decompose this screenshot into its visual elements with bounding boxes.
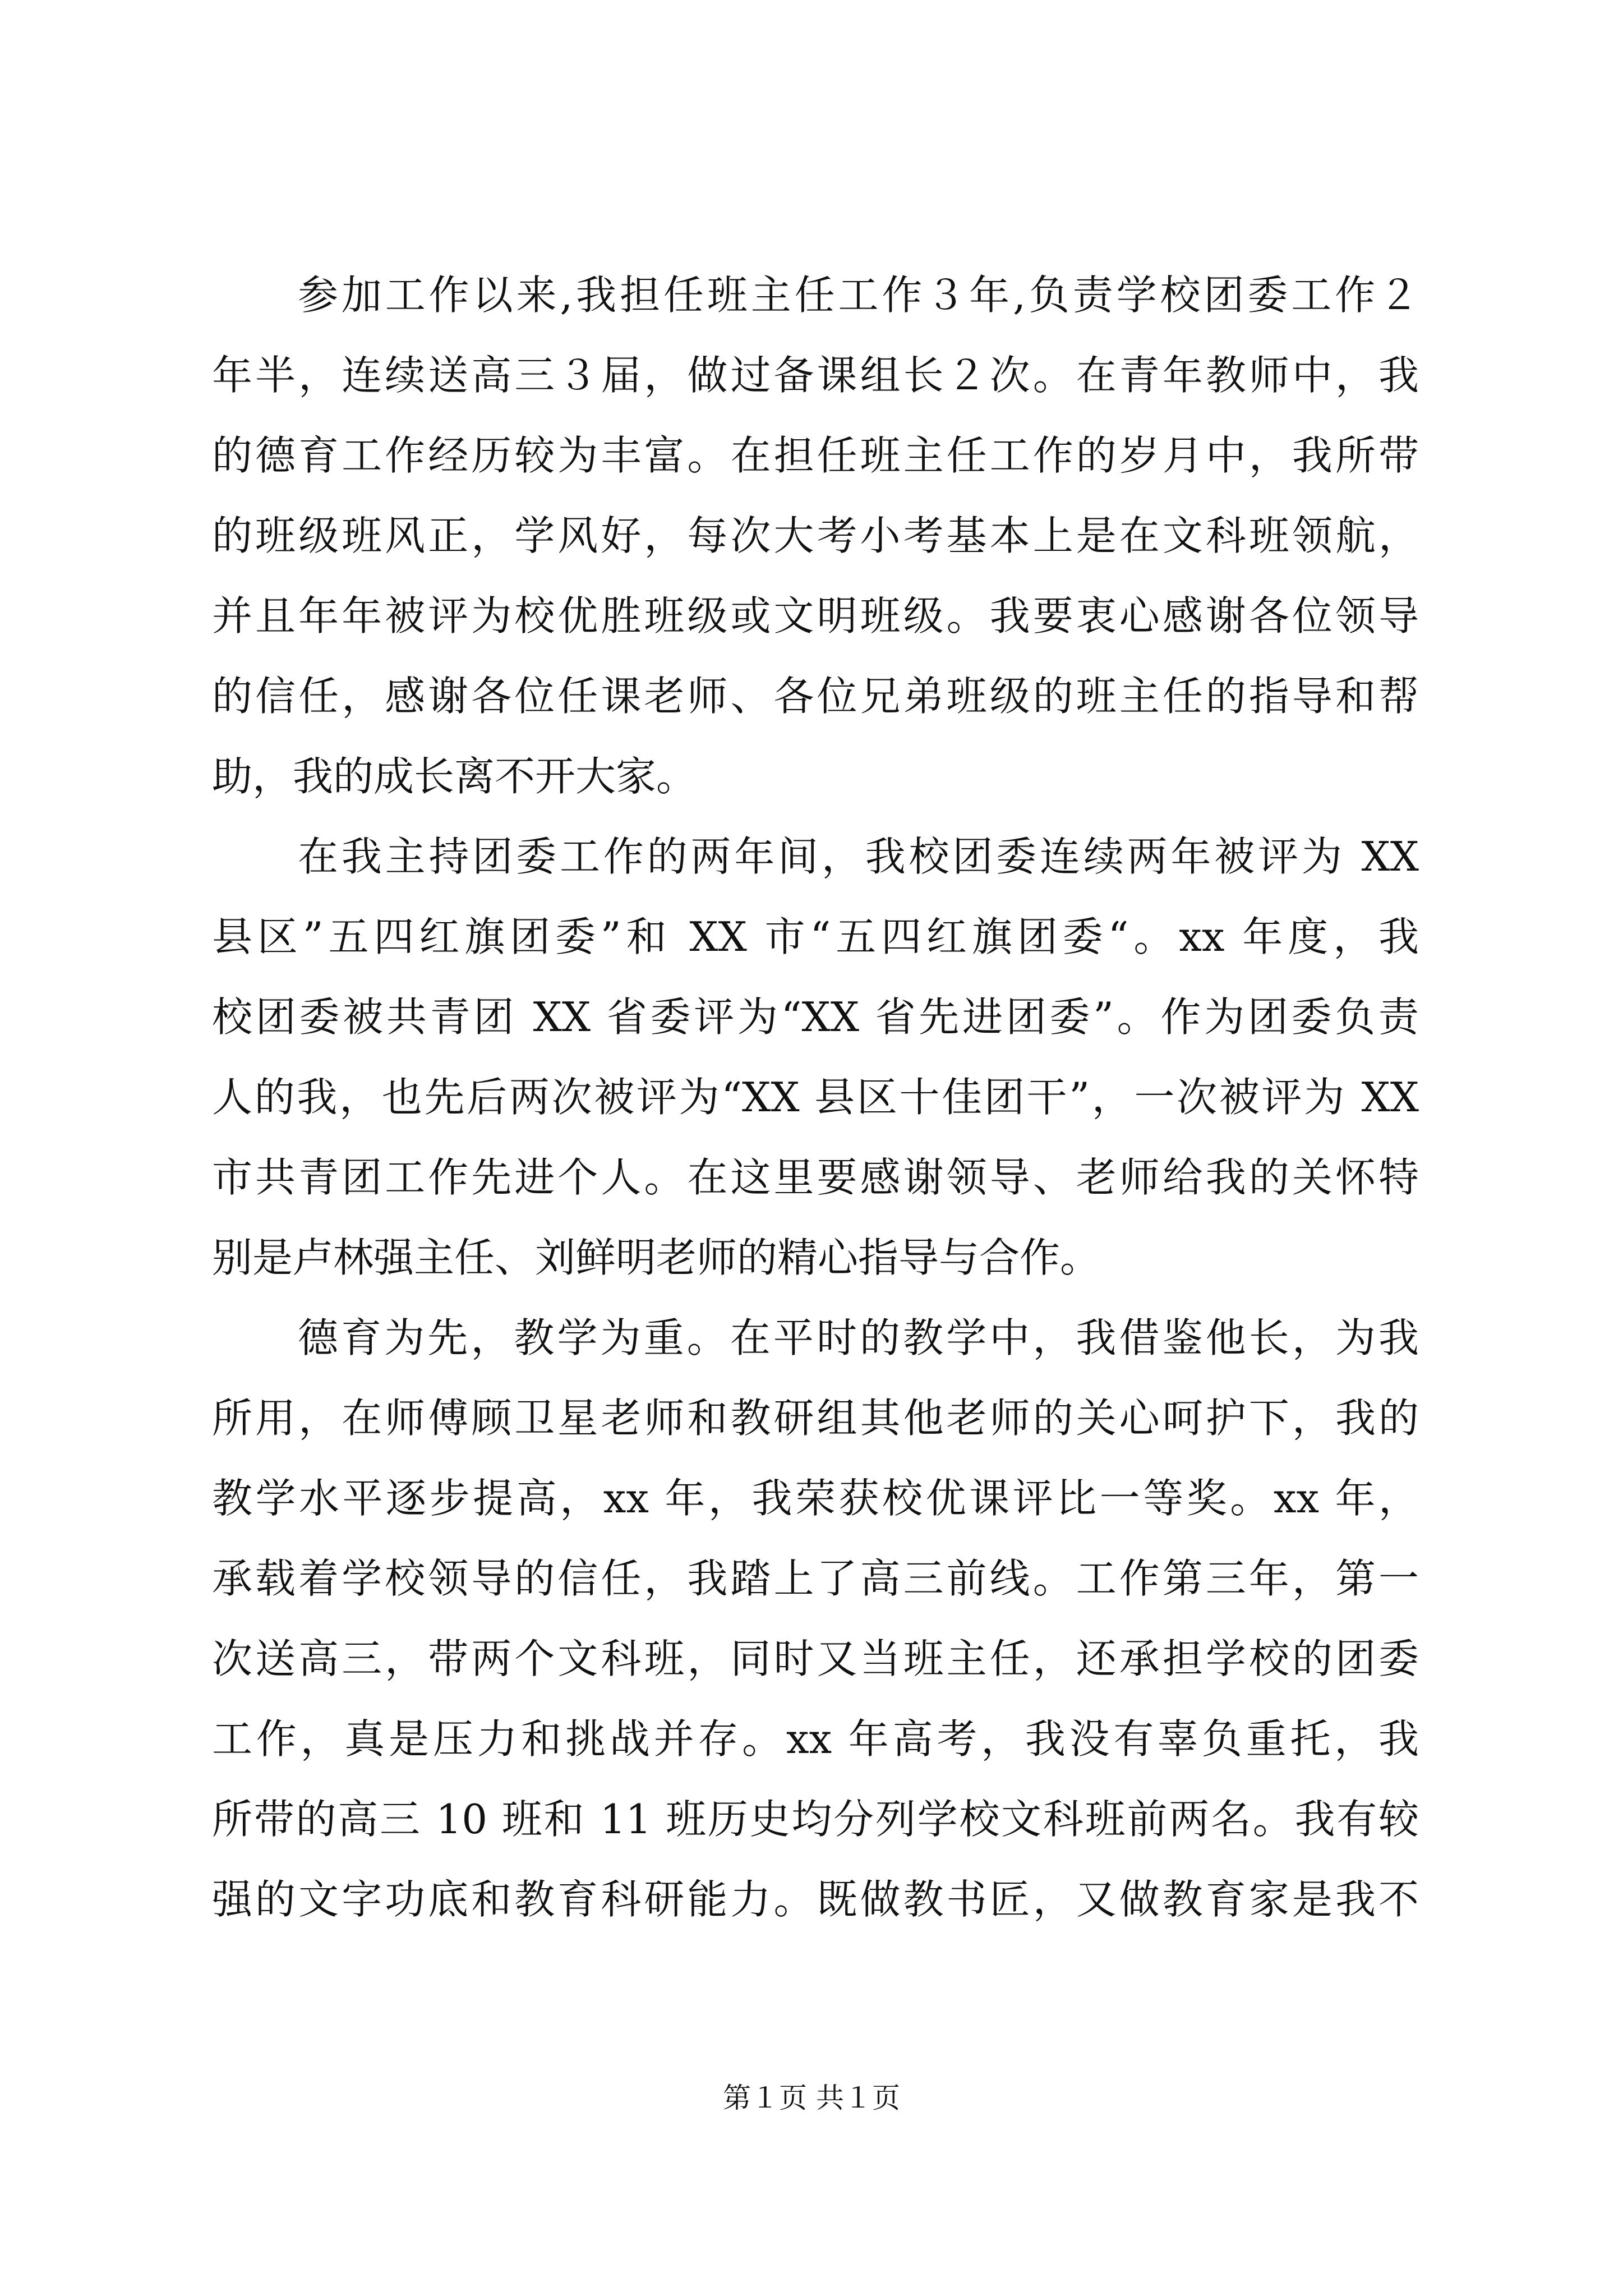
text-line: 人的我，也先后两次被评为“XX 县区十佳团干”，一次被评为 XX — [212, 1074, 1419, 1121]
text-line: 所用，在师傅顾卫星老师和教研组其他老师的关心呵护下，我的 — [212, 1395, 1419, 1442]
text-line: 县区”五四红旗团委”和 XX 市“五四红旗团委“。xx 年度，我 — [212, 913, 1419, 960]
paragraph-teaching — [212, 1298, 1419, 1940]
paragraph-youth-league — [212, 817, 1419, 1298]
text-line: 年半，连续送高三３届，做过备课组长２次。在青年教师中，我 — [212, 352, 1419, 399]
text-line: 工作，真是压力和挑战并存。xx 年高考，我没有辜负重托，我 — [212, 1715, 1419, 1763]
text-line: 的德育工作经历较为丰富。在担任班主任工作的岁月中，我所带 — [212, 432, 1419, 479]
document-body — [212, 255, 1419, 1940]
text-line: 德育为先，教学为重。在平时的教学中，我借鉴他长，为我 — [298, 1314, 1419, 1361]
text-line: 教学水平逐步提高，xx 年，我荣获校优课评比一等奖。xx 年， — [212, 1475, 1419, 1522]
text-line: 校团委被共青团 XX 省委评为“XX 省先进团委”。作为团委负责 — [212, 993, 1419, 1041]
text-line: 强的文字功底和教育科研能力。既做教书匠，又做教育家是我不 — [212, 1876, 1419, 1923]
paragraph-work-experience — [212, 255, 1419, 817]
text-line: 在我主持团委工作的两年间，我校团委连续两年被评为 XX — [298, 833, 1419, 880]
text-line: 承载着学校领导的信任，我踏上了高三前线。工作第三年，第一 — [212, 1555, 1419, 1602]
text-line: 参加工作以来,我担任班主任工作３年,负责学校团委工作２ — [298, 272, 1419, 319]
text-line: 助，我的成长离不开大家。 — [212, 753, 697, 800]
text-line: 的班级班风正，学风好，每次大考小考基本上是在文科班领航， — [212, 512, 1419, 559]
text-line: 次送高三，带两个文科班，同时又当班主任，还承担学校的团委 — [212, 1635, 1419, 1682]
text-line: 所带的高三 10 班和 11 班历史均分列学校文科班前两名。我有较 — [212, 1796, 1419, 1843]
page-number-footer: 第１页 共１页 — [723, 2082, 900, 2114]
text-line: 别是卢林强主任、刘鲜明老师的精心指导与合作。 — [212, 1234, 1101, 1281]
text-line: 市共青团工作先进个人。在这里要感谢领导、老师给我的关怀特 — [212, 1154, 1419, 1201]
text-line: 的信任，感谢各位任课老师、各位兄弟班级的班主任的指导和帮 — [212, 673, 1419, 720]
text-line: 并且年年被评为校优胜班级或文明班级。我要衷心感谢各位领导 — [212, 592, 1419, 639]
